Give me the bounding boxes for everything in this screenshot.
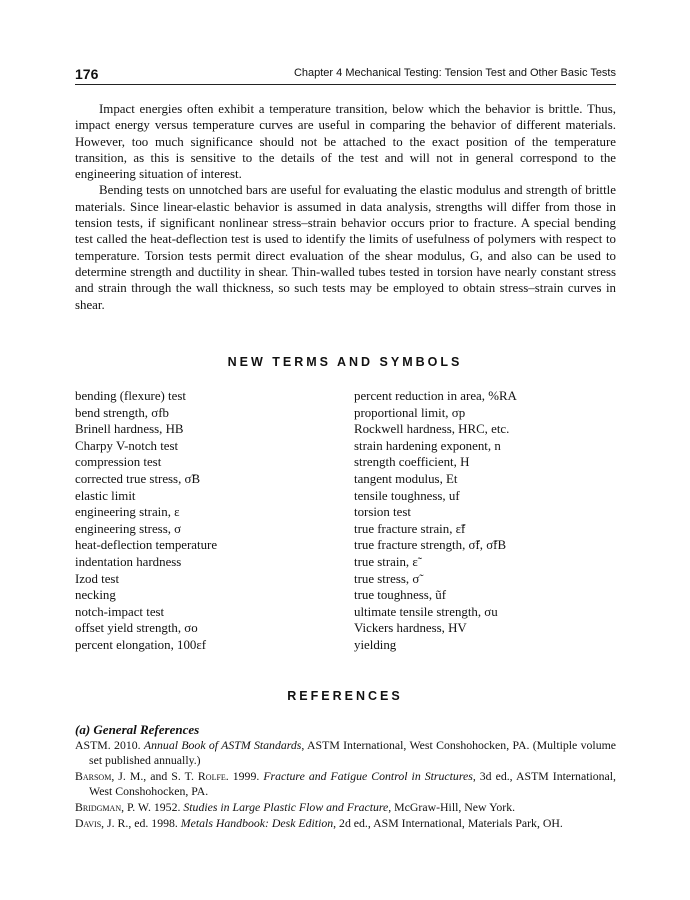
term: true strain, ε̃: [354, 554, 418, 569]
terms-heading: NEW TERMS AND SYMBOLS: [227, 355, 463, 369]
term: offset yield strength, σo: [75, 621, 198, 636]
reference-item: Bridgman, P. W. 1952. Studies in Large Plastic Flow and Fracture, McGraw-Hill, New York.: [75, 800, 516, 815]
page-number: 176: [75, 66, 99, 82]
term: percent elongation, 100εf: [75, 637, 207, 652]
references-heading: REFERENCES: [287, 689, 403, 703]
term: tensile toughness, uf: [354, 488, 460, 503]
term: true stress, σ̃: [354, 571, 420, 586]
term: Vickers hardness, HV: [354, 621, 467, 636]
term: bending (flexure) test: [75, 389, 186, 403]
paragraph: Bending tests on unnotched bars are useful for evaluating the elastic modulus and strength of brittle materials. Since linear-elastic behavior is assumed in data analysis, strengths will differ from those in tension tests, if significant nonlinear stress–strain behavior occurs prior to fracture. A special bending test called the heat-deflection test is used to identify the limits of usefulness of polymers with respect to temperature. Torsion tests permit direct evaluation of the shear modulus, G, and also can be used to determine strength and ductility in shear. Thin-walled tubes tested in torsion have nearly constant stress and strain through the wall thickness, so such tests may be employed to obtain stress–strain curves in shear.: [75, 183, 616, 312]
term: strain hardening exponent, n: [354, 438, 501, 453]
term: true toughness, ũf: [354, 588, 447, 603]
terms-left-column: [75, 388, 217, 654]
term: Brinell hardness, HB: [75, 422, 184, 437]
term: strength coefficient, H: [354, 455, 470, 470]
term: tangent modulus, Et: [354, 471, 458, 486]
reference-item: ASTM. 2010. Annual Book of ASTM Standards, ASTM International, West Conshohocken, PA. (Multiple volume set published annually.): [75, 738, 617, 768]
term: engineering stress, σ: [75, 521, 182, 536]
references-subhead: (a) General References: [75, 722, 200, 737]
term: Izod test: [75, 571, 120, 586]
header-rule: [75, 84, 616, 85]
term: percent reduction in area, %RA: [354, 389, 517, 403]
running-head: Chapter 4 Mechanical Testing: Tension Test and Other Basic Tests: [293, 67, 616, 79]
term: engineering strain, ε: [75, 505, 180, 520]
body-text: [75, 101, 616, 313]
paragraph: Impact energies often exhibit a temperature transition, below which the behavior is brittle. Thus, impact energy versus temperature curves are useful in comparing the behavior of different materials. However, too much significance should not be attached to the exact position of the temperature transition, as this is sensitive to the details of the test and will not in general correspond to the engineering situation of interest.: [75, 102, 616, 182]
term: true fracture strain, ε̃f: [354, 521, 466, 536]
term: Charpy V-notch test: [75, 438, 179, 453]
terms-right-column: [354, 388, 517, 654]
term: elastic limit: [75, 488, 136, 503]
term: indentation hardness: [75, 554, 182, 569]
term: necking: [75, 588, 116, 603]
page-header: [75, 66, 616, 84]
term: proportional limit, σp: [354, 405, 466, 420]
term: bend strength, σfb: [75, 405, 169, 420]
term: Rockwell hardness, HRC, etc.: [354, 422, 510, 437]
term: heat-deflection temperature: [75, 538, 218, 553]
term: yielding: [354, 637, 397, 652]
reference-item: Barsom, J. M., and S. T. Rolfe. 1999. Fracture and Fatigue Control in Structures, 3d ed., ASTM International, West Conshohocken, PA.: [75, 769, 617, 799]
term: corrected true stress, σ̃B: [75, 471, 201, 486]
term: ultimate tensile strength, σu: [354, 604, 498, 619]
reference-item: Davis, J. R., ed. 1998. Metals Handbook: Desk Edition, 2d ed., ASM International, Materials Park, OH.: [75, 815, 563, 830]
term: notch-impact test: [75, 604, 165, 619]
term: compression test: [75, 455, 162, 470]
references-list: [75, 722, 616, 831]
term: torsion test: [354, 505, 411, 520]
term: true fracture strength, σ̃f, σ̃fB: [354, 538, 507, 553]
